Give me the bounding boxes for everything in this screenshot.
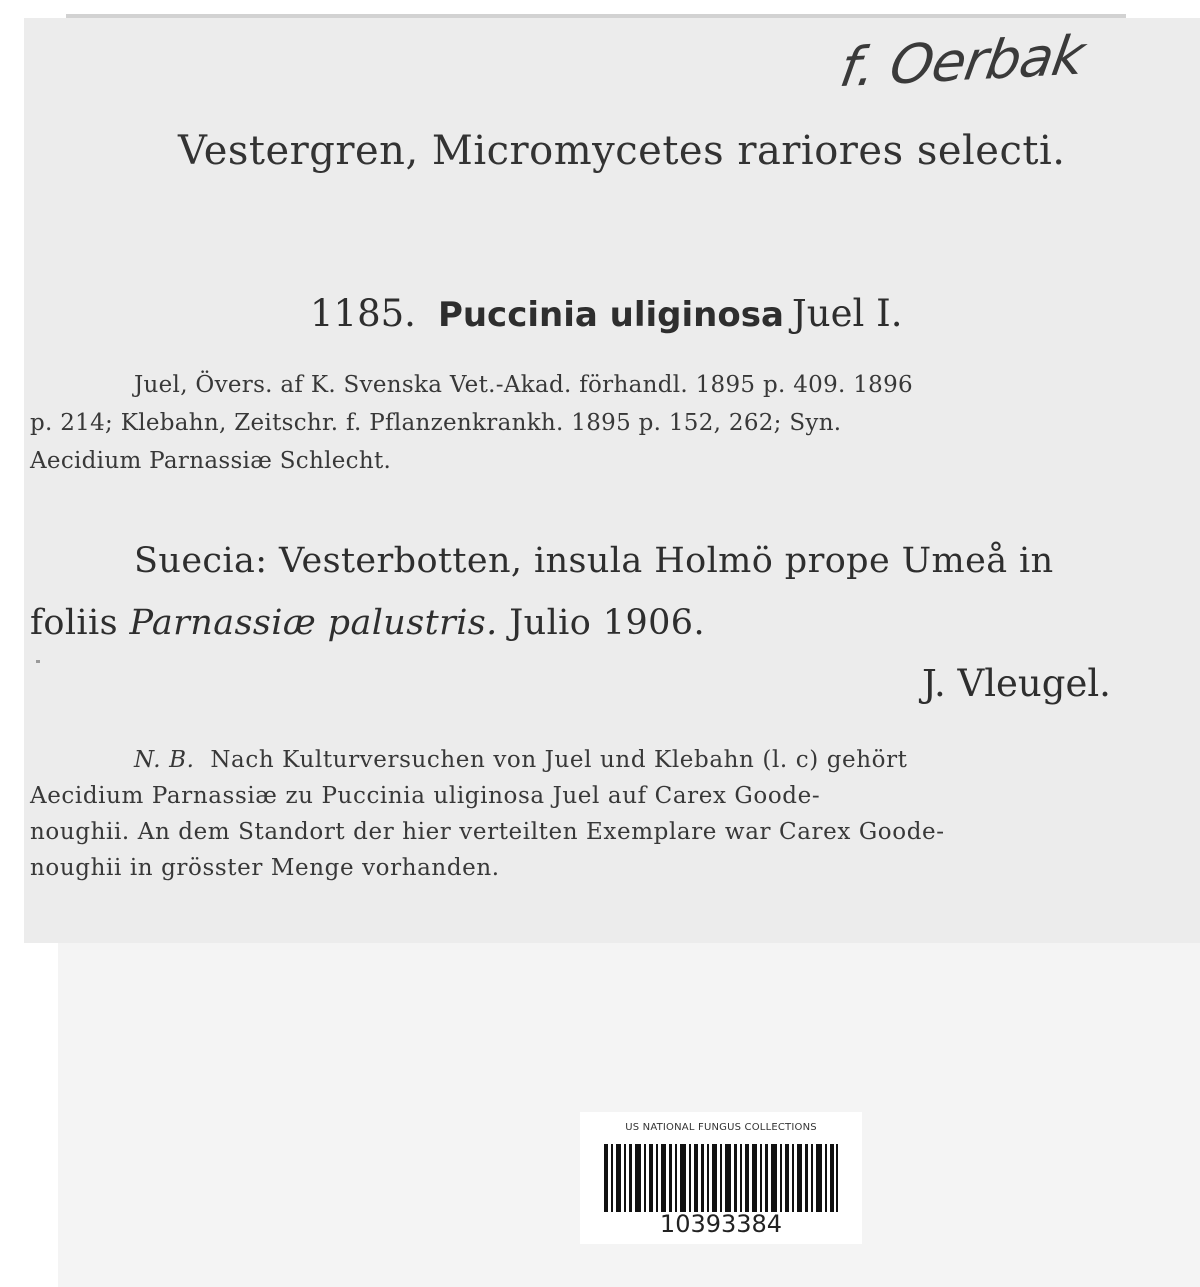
note-line-3: noughii. An dem Standort der hier verteilten Exemplare war Carex Goode- <box>30 819 945 845</box>
barcode-tag <box>580 1112 862 1244</box>
locality-line-1: Suecia: Vesterbotten, insula Holmö prope Umeå in <box>134 541 1054 581</box>
literature-references <box>30 366 1190 480</box>
collection-date: Julio 1906. <box>509 603 705 643</box>
species-author: Juel I. <box>791 292 903 335</box>
host-plant: Parnassiæ palustris. <box>129 603 498 643</box>
collector-name: J. Vleugel. <box>922 662 1111 705</box>
barcode-caption: US NATIONAL FUNGUS COLLECTIONS <box>625 1122 817 1133</box>
exsiccata-number: 1185. <box>310 292 416 335</box>
paper-speck <box>36 660 40 663</box>
locality-text <box>30 530 1190 654</box>
locality-word-before: foliis <box>30 603 118 643</box>
refs-line-3: Aecidium Parnassiæ Schlecht. <box>30 448 392 474</box>
note-line-2: Aecidium Parnassiæ zu Puccinia uliginosa Juel auf Carex Goode- <box>30 783 821 809</box>
nota-bene <box>30 742 1190 886</box>
note-line-1: Nach Kulturversuchen von Juel und Klebahn (l. c) gehört <box>210 747 908 773</box>
note-line-4: noughii in grösster Menge vorhanden. <box>30 855 500 881</box>
handwritten-annotation: f. Oerbak <box>835 23 1089 100</box>
refs-line-2: p. 214; Klebahn, Zeitschr. f. Pflanzenkrankh. 1895 p. 152, 262; Syn. <box>30 410 842 436</box>
note-abbrev: N. B. <box>134 747 195 773</box>
refs-line-1: Juel, Övers. af K. Svenska Vet.-Akad. förhandl. 1895 p. 409. 1896 <box>134 372 913 398</box>
series-title: Vestergren, Micromycetes rariores selecti. <box>178 128 1066 174</box>
species-heading <box>310 292 902 335</box>
barcode-icon <box>604 1144 838 1212</box>
species-name: Puccinia uliginosa <box>437 295 784 335</box>
barcode-number: 10393384 <box>659 1210 783 1238</box>
